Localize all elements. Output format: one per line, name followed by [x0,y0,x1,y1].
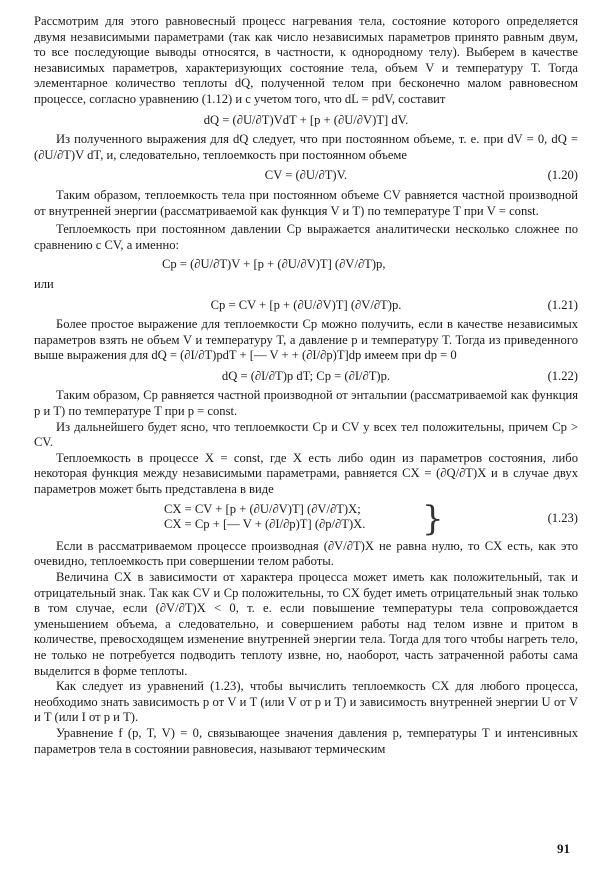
paragraph-equations-usage: Как следует из уравнений (1.23), чтобы вычислить теплоемкость CX для любого процесса, необходимо знать зависимость p от V и T (или V от p и T) и зависимость внутренней энергии U от V и T (или I от p и T). [34,679,578,725]
equation-cx-line-1: CX = CV + [p + (∂U/∂V)T] (∂V/∂T)X; [164,501,361,516]
paragraph-cp-intro: Теплоемкость при постоянном давлении Cp выражается аналитически несколько сложнее по сравнению с CV, а именно: [34,222,578,252]
word-or: или [34,276,54,291]
equation-cv-text: CV = (∂U/∂T)V. [264,168,348,183]
equation-number-1-20: (1.20) [547,168,578,183]
equation-enthalpy-text: dQ = (∂I/∂T)p dT; Cp = (∂I/∂T)p. [221,368,391,383]
paragraph-derivative-nonzero: Если в рассматриваемом процессе производная (∂V/∂T)X не равна нулю, то CX есть, как это очевидно, теплоемкость при совершении телом работы. [34,538,578,569]
equation-cx-line-2: CX = Cp + [— V + (∂I/∂p)T] (∂p/∂T)X. [164,517,366,532]
paragraph-cx-sign: Величина CX в зависимости от характера процесса может иметь как положительный, так и отрицательный знак. Так как CV и Cp положительны, то CX будет иметь отрицательный знак только в том случае, если (∂V/∂T)X < 0, т. е. если повышение температуры тела сопровождается уменьшением объема, а следовательно, и совершением работы над телом извне и притом в количестве, превосходящем изменение внутренней энергии тела. Тогда для того чтобы нагреть тело, не только не потребуется подводить теплоту извне, но, наоборот, часть затраченной работы сама выделится в форме теплоты. [34,570,578,678]
paragraph-cp-conclusion: Таким образом, Cp равняется частной производной от энтальпии (рассматриваемой как функция p и T) по температуре T при p = const. [34,388,578,419]
equation-dq-full [34,113,578,129]
right-brace-icon: } [422,498,444,539]
equation-cp-first-text: Cp = (∂U/∂T)V + [p + (∂U/∂V)T] (∂V/∂T)p, [162,257,386,272]
page-number: 91 [557,841,570,856]
equation-1-22 [34,369,578,385]
equation-cp-first [162,257,578,273]
paragraph-cv-conclusion: Таким образом, теплоемкость тела при постоянном объеме CV равняется частной производной от внутренней энергии (рассматриваемой как функция V и T) по температуре T при V = const. [34,187,578,218]
equation-system-1-23 [34,498,578,539]
paragraph-cp-simpler: Более простое выражение для теплоемкости Cp можно получить, если в качестве независимых параметров взять не объем V и температуру T, а давление p и температуру T. Тогда из приведенного выше выражения для dQ = (∂I/∂T)pdT + [— V + + (∂I/∂p)T]dp имеем при dp = 0 [34,317,578,363]
equation-cp-second-text: Cp = CV + [p + (∂U/∂V)T] (∂V/∂T)p. [210,297,402,312]
equation-1-20 [34,168,578,184]
paragraph-positive-heat-capacity: Из дальнейшего будет ясно, что теплоемкости Cp и CV у всех тел положительны, причем Cp > CV. [34,419,578,450]
paragraph-process-x: Теплоемкость в процессе X = const, где X есть либо один из параметров состояния, либо некоторая функция между независимыми параметрами, равняется CX = (∂Q/∂T)X и в случае двух параметров может быть представлена в виде [34,450,578,497]
equation-number-1-21: (1.21) [547,297,578,312]
paragraph-intro: Рассмотрим для этого равновесный процесс нагревания тела, состояние которого определяется двумя независимыми параметрами (так как число независимых параметров принято равным двум, то все последующие выводы относятся, в частности, к однородному телу). Выберем в качестве независимых параметров, характеризующих состояние тела, объем V и температуру T. Тогда элементарное количество теплоты dQ, полученной телом при бесконечно малом равновесном процессе, согласно уравнению (1.12) и с учетом того, что dL = pdV, составит [34,14,578,106]
equation-number-1-23: (1.23) [547,510,578,525]
equation-number-1-22: (1.22) [547,368,578,383]
equation-dq-full-text: dQ = (∂U/∂T)VdT + [p + (∂U/∂V)T] dV. [203,112,409,127]
equation-1-21 [34,298,578,314]
paragraph-constant-volume: Из полученного выражения для dQ следует, что при постоянном объеме, т. е. при dV = 0, dQ = (∂U/∂T)V dT, и, следовательно, теплоемкость при постоянном объеме [34,132,578,162]
paragraph-thermal-equation: Уравнение f (p, T, V) = 0, связывающее значения давления p, температуры T и интенсивных параметров тела в состоянии равновесия, называют термическим [34,725,578,756]
